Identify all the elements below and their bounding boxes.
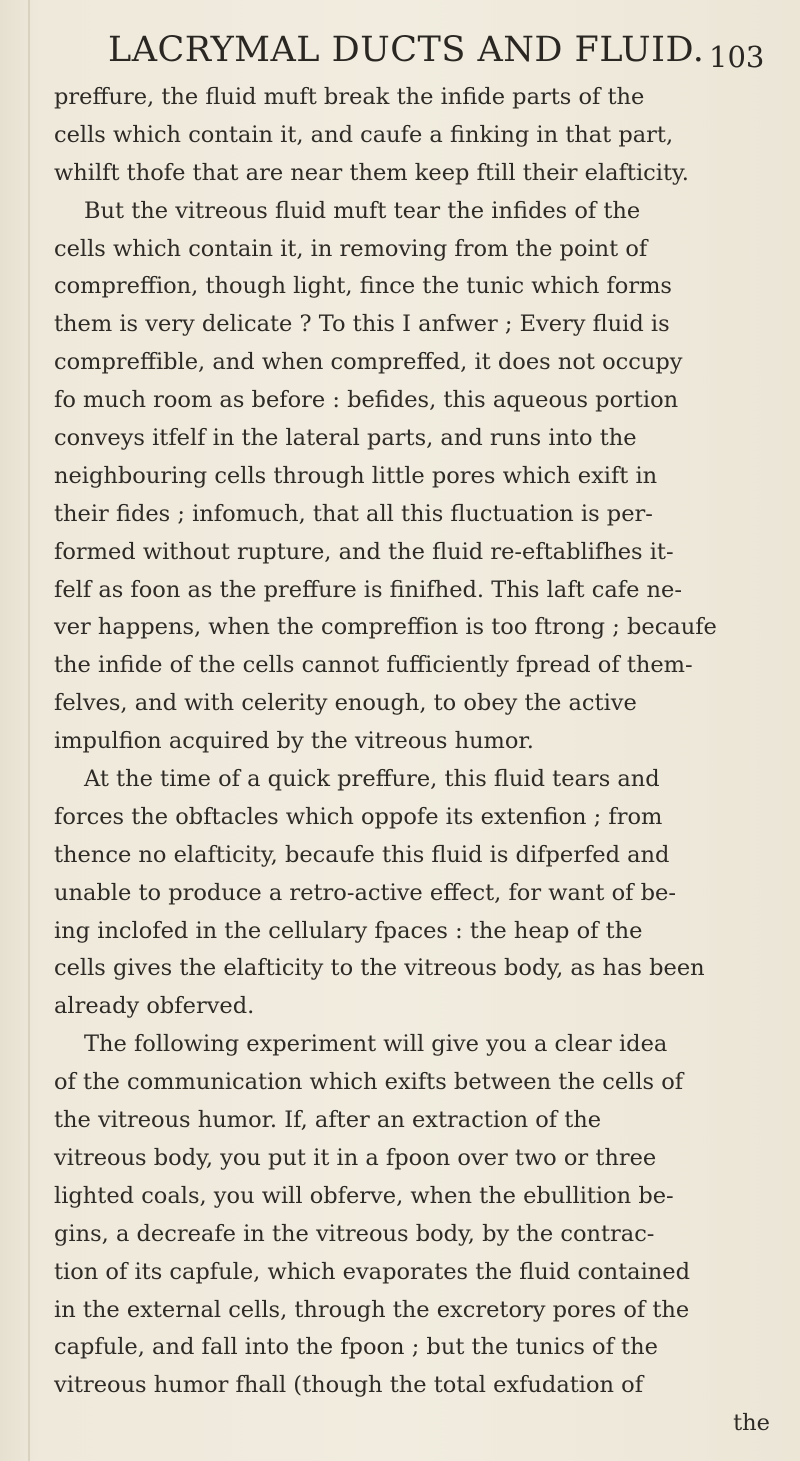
text-line: forces the obftacles which oppofe its extenfion ; from bbox=[54, 803, 663, 830]
text-line: of the communication which exifts between the cells of bbox=[54, 1069, 684, 1096]
page-header bbox=[0, 14, 800, 74]
text-line: vitreous humor fhall (though the total exfudation of bbox=[54, 1372, 644, 1399]
text-line: felves, and with celerity enough, to obey the active bbox=[54, 690, 637, 717]
text-line: cells which contain it, in removing from the point of bbox=[54, 235, 648, 262]
text-line: gins, a decreafe in the vitreous body, by the contrac- bbox=[54, 1220, 655, 1247]
text-line: The following experiment will give you a clear idea bbox=[84, 1031, 668, 1058]
text-line: cells gives the elafticity to the vitreous body, as has been bbox=[54, 955, 705, 982]
text-line: compreffible, and when compreffed, it does not occupy bbox=[54, 349, 683, 376]
text-line: in the external cells, through the excretory pores of the bbox=[54, 1296, 690, 1323]
text-line: whilft thofe that are near them keep ftill their elafticity. bbox=[54, 159, 689, 186]
text-line: neighbouring cells through little pores which exift in bbox=[54, 462, 658, 489]
text-line: preffure, the fluid muft break the infide parts of the bbox=[54, 84, 645, 110]
text-line: felf as foon as the preffure is finifhed. This laft cafe ne- bbox=[54, 576, 682, 603]
running-head: LACRYMAL DUCTS AND FLUID. bbox=[108, 30, 705, 70]
catchword: the bbox=[733, 1410, 770, 1437]
text-line: ver happens, when the compreffion is too ftrong ; becaufe bbox=[54, 614, 717, 641]
text-line: the vitreous humor. If, after an extraction of the bbox=[54, 1107, 602, 1134]
text-line: them is very delicate ? To this I anfwer ; Every fluid is bbox=[54, 311, 670, 338]
text-line: already obferved. bbox=[54, 993, 255, 1020]
text-line: unable to produce a retro-active effect, for want of be- bbox=[54, 879, 676, 906]
text-line: the infide of the cells cannot fufficiently fpread of them- bbox=[54, 652, 693, 679]
text-line: ing inclofed in the cellulary fpaces : the heap of the bbox=[54, 917, 643, 944]
text-line: lighted coals, you will obferve, when the ebullition be- bbox=[54, 1182, 674, 1209]
text-line: compreffion, though light, fince the tunic which forms bbox=[54, 273, 672, 300]
text-line: At the time of a quick preffure, this fluid tears and bbox=[84, 766, 660, 793]
text-line: thence no elafticity, becaufe this fluid is difperfed and bbox=[54, 841, 670, 868]
text-line: cells which contain it, and caufe a finking in that part, bbox=[54, 121, 674, 148]
text-line: their fides ; infomuch, that all this fluctuation is per- bbox=[54, 500, 653, 527]
text-line: formed without rupture, and the fluid re-eftablifhes it- bbox=[54, 538, 674, 565]
text-line: fo much room as before : befides, this aqueous portion bbox=[54, 387, 679, 414]
text-line: tion of its capfule, which evaporates the fluid contained bbox=[54, 1258, 690, 1285]
body-text bbox=[54, 79, 779, 1443]
page-number: 103 bbox=[709, 40, 765, 74]
text-line: vitreous body, you put it in a fpoon over two or three bbox=[54, 1144, 657, 1171]
text-line: But the vitreous fluid muft tear the infides of the bbox=[84, 197, 641, 224]
text-line: conveys itfelf in the lateral parts, and runs into the bbox=[54, 425, 637, 452]
text-line: capfule, and fall into the fpoon ; but the tunics of the bbox=[54, 1334, 658, 1361]
binding-gutter bbox=[28, 0, 30, 1461]
text-line: impulfion acquired by the vitreous humor. bbox=[54, 728, 534, 755]
